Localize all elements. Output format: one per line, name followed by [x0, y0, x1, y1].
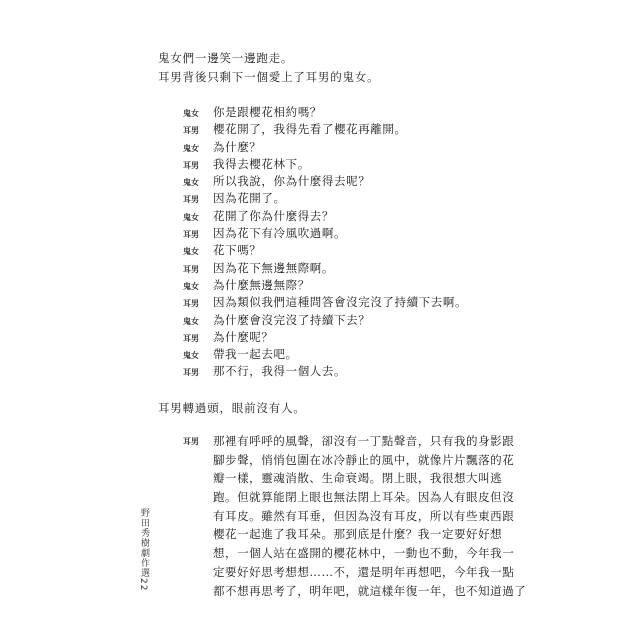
monologue-line: 那裡有呼呼的風聲，卻沒有一丁點聲音，只有我的身影跟	[213, 434, 515, 448]
dialogue-text: 因為類似我們這種問答會沒完沒了持續下去啊。	[213, 295, 468, 310]
page-number: 22	[138, 578, 148, 592]
dialogue-line	[183, 104, 583, 121]
speaker-name: 鬼女	[183, 109, 199, 118]
speaker-name: 鬼女	[183, 247, 199, 257]
dialogue-text: 花開了你為什麼得去？	[213, 208, 334, 223]
speaker-name: 耳男	[183, 195, 199, 205]
speaker-name: 鬼女	[183, 351, 199, 361]
dialogue-line	[183, 294, 583, 311]
dialogue-text: 為什麼？	[213, 139, 262, 154]
monologue-line: 有耳皮。雖然有耳垂，但因為沒有耳皮，所以有些東西跟	[213, 508, 515, 523]
dialogue-text: 櫻花開了，我得先看了櫻花再離開。	[213, 122, 407, 137]
dialogue-text: 我得去櫻花林下。	[213, 156, 310, 171]
dialogue-text: 因為花下無邊無際啊。	[213, 260, 334, 275]
monologue-line: 都不想再思考了，明年吧，就這樣年復一年，也不知道過了	[213, 583, 527, 598]
dialogue-text: 因為花下有冷風吹過啊。	[213, 226, 347, 241]
monologue-line: 瓣一樣，靈魂消散、生命衰竭。閉上眼，我很想大叫逃	[213, 471, 503, 486]
monologue-block	[213, 432, 527, 600]
dialogue-line	[183, 156, 583, 173]
dialogue-line	[183, 346, 583, 363]
dialogue-line	[183, 139, 583, 156]
speaker-name: 鬼女	[183, 143, 199, 153]
running-title: 野田秀樹劇作選	[139, 508, 149, 578]
speaker-name: 鬼女	[183, 281, 199, 291]
dialogue-text: 所以我說，你為什麼得去呢？	[213, 174, 371, 189]
monologue-line: 櫻花一起進了我耳朵。那到底是什麼？我一定要好好想	[213, 527, 503, 542]
dialogue-line	[183, 329, 583, 346]
dialogue-line	[183, 173, 583, 190]
speaker-name: 耳男	[183, 264, 199, 274]
dialogue-block	[183, 104, 583, 381]
dialogue-text: 帶我一起去吧。	[213, 347, 298, 362]
speaker-name: 耳男	[183, 126, 199, 136]
dialogue-text: 為什麼無邊無際？	[213, 277, 310, 292]
dialogue-text: 因為花開了。	[213, 191, 286, 206]
stage-direction: 耳男轉過頭，眼前沒有人。	[158, 401, 306, 415]
speaker-name: 鬼女	[183, 212, 199, 222]
dialogue-line	[183, 121, 583, 138]
monologue-line: 腳步聲，悄悄包圍在冰冷靜止的風中，就像片片飄落的花	[213, 452, 515, 467]
dialogue-line	[183, 277, 583, 294]
dialogue-line	[183, 260, 583, 277]
speaker-name: 耳男	[183, 160, 199, 170]
speaker-name: 耳男	[183, 333, 199, 343]
dialogue-line	[183, 312, 583, 329]
dialogue-text: 那不行，我得一個人去。	[213, 364, 347, 379]
dialogue-text: 為什麼會沒完沒了持續下去？	[213, 312, 371, 327]
monologue-line: 跑。但就算能閉上眼也無法閉上耳朵。因為人有眼皮但沒	[213, 490, 515, 505]
dialogue-line	[183, 208, 583, 225]
dialogue-text: 為什麼呢？	[213, 329, 274, 344]
dialogue-text: 你是跟櫻花相約嗎？	[213, 105, 322, 119]
speaker-name: 耳男	[183, 230, 199, 240]
monologue-line: 定要好好思考想想……不，還是明年再想吧，今年我一點	[213, 564, 515, 579]
dialogue-line	[183, 225, 583, 242]
dialogue-line	[183, 242, 583, 259]
speaker-name: 鬼女	[183, 316, 199, 326]
dialogue-line	[183, 190, 583, 207]
stage-direction: 耳男背後只剩下一個愛上了耳男的鬼女。	[158, 70, 380, 84]
stage-direction: 鬼女們一邊笑一邊跑走。	[158, 51, 294, 65]
speaker-name: 鬼女	[183, 178, 199, 188]
dialogue-text: 花下嗎？	[213, 243, 262, 258]
speaker-name: 耳男	[183, 299, 199, 309]
speaker-name: 耳男	[183, 368, 199, 378]
dialogue-line	[183, 363, 583, 380]
monologue-line: 想，一個人站在盛開的櫻花林中，一動也不動，今年我一	[213, 546, 515, 561]
monologue-speaker: 耳男	[183, 437, 199, 446]
